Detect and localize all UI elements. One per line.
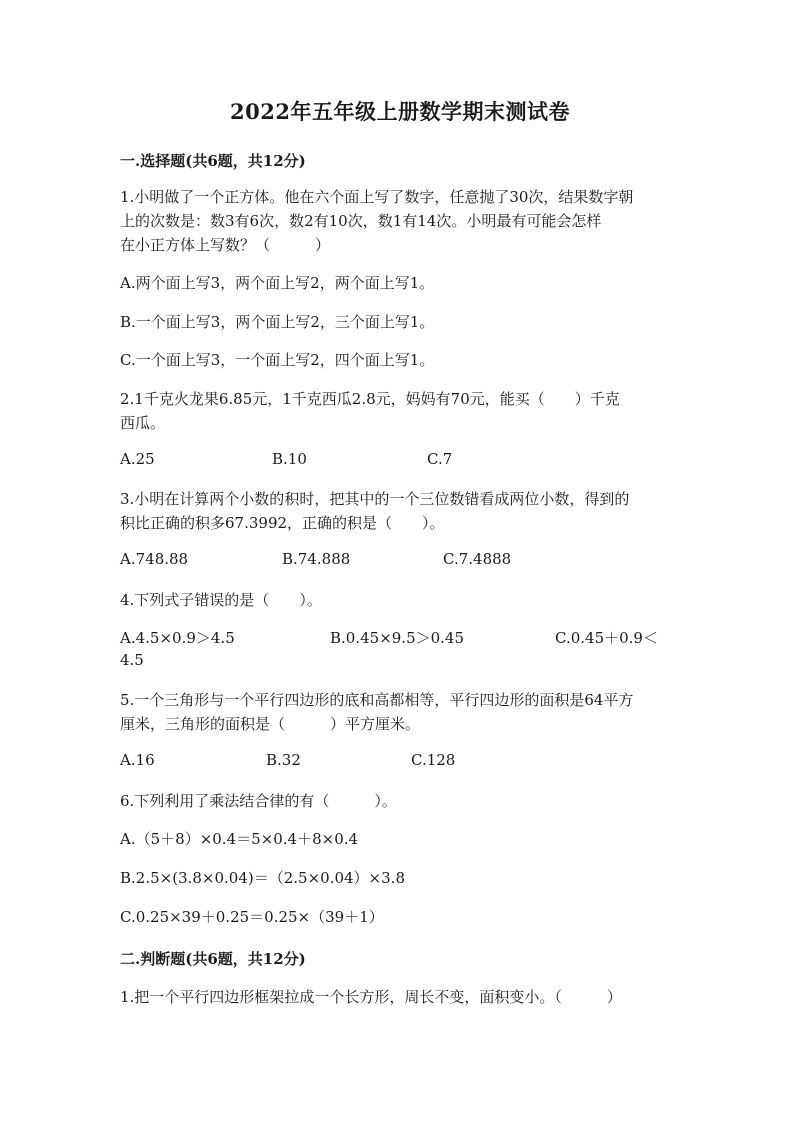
question-4-option-b: B.0.45×9.5＞0.45	[330, 629, 465, 647]
question-4-option-c: C.0.45＋0.9＜	[555, 629, 658, 647]
question-6-option-a: A.（5＋8）×0.4＝5×0.4＋8×0.4	[120, 830, 359, 848]
question-6-option-b: B.2.5×(3.8×0.04)＝（2.5×0.04）×3.8	[120, 869, 405, 887]
question-5-option-b: B.32	[266, 751, 301, 769]
question-2-line-1: 2.1千克火龙果6.85元，1千克西瓜2.8元，妈妈有70元，能买（ ）千克	[120, 390, 620, 408]
question-4-line-1: 4.下列式子错误的是（ ）。	[120, 591, 322, 609]
section-heading-choice: 一.选择题(共6题，共12分)	[120, 152, 306, 170]
question-3-line-1: 3.小明在计算两个小数的积时，把其中的一个三位数错看成两位小数，得到的	[120, 490, 630, 508]
question-2-line-2: 西瓜。	[120, 414, 166, 432]
question-1-line-3: 在小正方体上写数？（ ）	[120, 236, 331, 254]
question-5-option-a: A.16	[120, 751, 155, 769]
question-1-line-1: 1.小明做了一个正方体。他在六个面上写了数字，任意抛了30次，结果数字朝	[120, 188, 634, 206]
section-heading-judgment: 二.判断题(共6题，共12分)	[120, 950, 306, 968]
question-3-option-c: C.7.4888	[443, 550, 512, 568]
exam-title: 2022年五年级上册数学期末测试卷	[230, 99, 570, 124]
question-1-option-a: A.两个面上写3，两个面上写2，两个面上写1。	[120, 274, 435, 292]
question-6-line-1: 6.下列利用了乘法结合律的有（ ）。	[120, 792, 397, 810]
question-5-option-c: C.128	[411, 751, 456, 769]
question-3-option-a: A.748.88	[120, 550, 189, 568]
question-2-option-a: A.25	[120, 450, 155, 468]
question-3-line-2: 积比正确的积多67.3992，正确的积是（ ）。	[120, 514, 445, 532]
question-1-option-b: B.一个面上写3，两个面上写2，三个面上写1。	[120, 313, 435, 331]
question-4-option-a: A.4.5×0.9＞4.5	[120, 629, 235, 647]
question-2-option-b: B.10	[272, 450, 307, 468]
question-2-option-c: C.7	[427, 450, 453, 468]
question-4-option-c-continued: 4.5	[120, 651, 144, 669]
question-6-option-c: C.0.25×39＋0.25＝0.25×（39＋1）	[120, 908, 384, 926]
question-5-line-2: 厘米，三角形的面积是（ ）平方厘米。	[120, 715, 421, 733]
question-3-option-b: B.74.888	[282, 550, 351, 568]
question-1-option-c: C.一个面上写3，一个面上写2，四个面上写1。	[120, 351, 435, 369]
judgment-question-1-line-1: 1.把一个平行四边形框架拉成一个长方形，周长不变，面积变小。（ ）	[120, 988, 622, 1006]
question-1-line-2: 上的次数是：数3有6次，数2有10次，数1有14次。小明最有可能会怎样	[120, 212, 602, 230]
question-5-line-1: 5.一个三角形与一个平行四边形的底和高都相等，平行四边形的面积是64平方	[120, 691, 634, 709]
